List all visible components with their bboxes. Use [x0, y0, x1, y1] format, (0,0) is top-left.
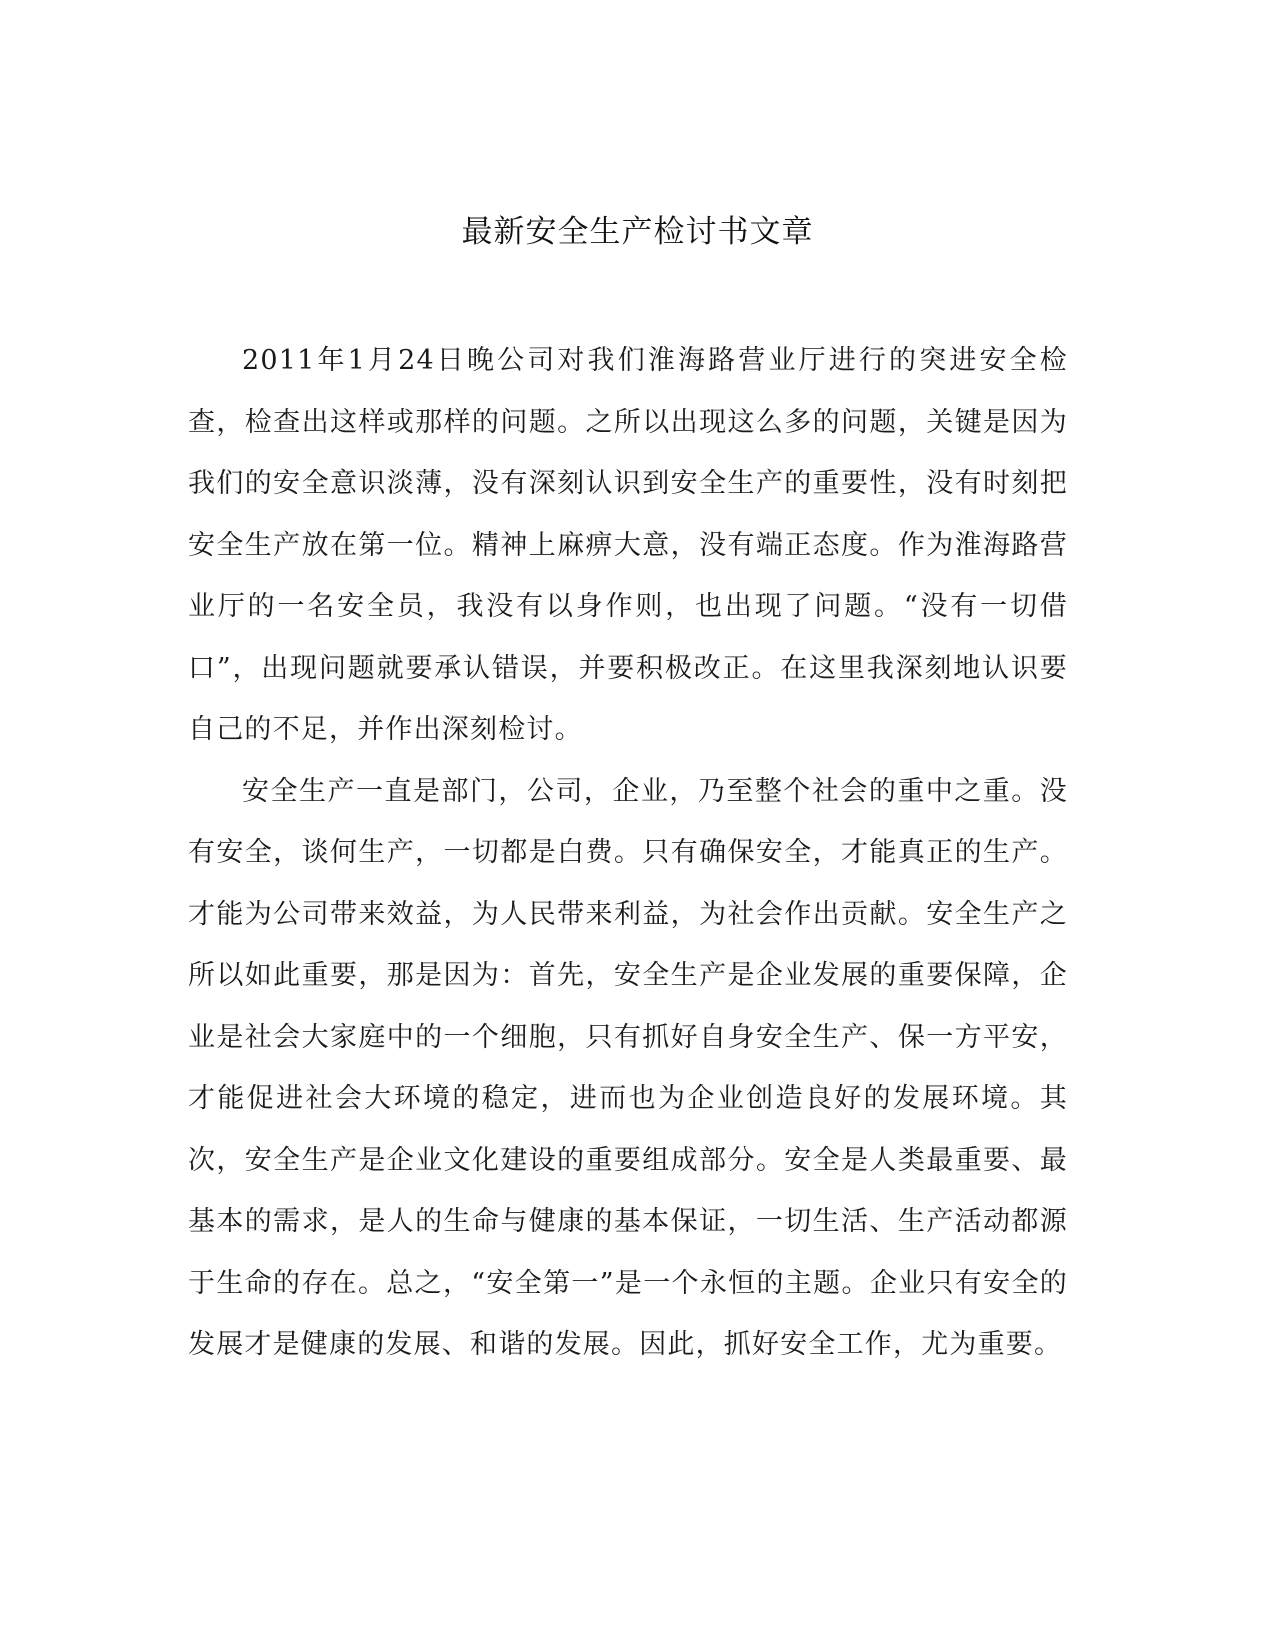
document-title: 最新安全生产检讨书文章: [461, 214, 814, 250]
paragraph-1: 2011年1月24日晚公司对我们淮海路营业厅进行的突进安全检查，检查出这样或那样的问题。之所以出现这么多的问题，关键是因为我们的安全意识淡薄，没有深刻认识到安全生产的重要性，没有时刻把安全生产放在第一位。精神上麻痹大意，没有端正态度。作为淮海路营业厅的一名安全员，我没有以身作则，也出现了问题。“没有一切借口”，出现问题就要承认错误，并要积极改正。在这里我深刻地认识要自己的不足，并作出深刻检讨。: [188, 345, 1068, 745]
document-body: [188, 330, 1068, 1376]
paragraph-2: 安全生产一直是部门，公司，企业，乃至整个社会的重中之重。没有安全，谈何生产，一切都是白费。只有确保安全，才能真正的生产。才能为公司带来效益，为人民带来利益，为社会作出贡献。安全生产之所以如此重要，那是因为：首先，安全生产是企业发展的重要保障，企业是社会大家庭中的一个细胞，只有抓好自身安全生产、保一方平安，才能促进社会大环境的稳定，进而也为企业创造良好的发展环境。其次，安全生产是企业文化建设的重要组成部分。安全是人类最重要、最基本的需求，是人的生命与健康的基本保证，一切生活、生产活动都源于生命的存在。总之，“安全第一”是一个永恒的主题。企业只有安全的发展才是健康的发展、和谐的发展。因此，抓好安全工作，尤为重要。: [188, 775, 1068, 1360]
